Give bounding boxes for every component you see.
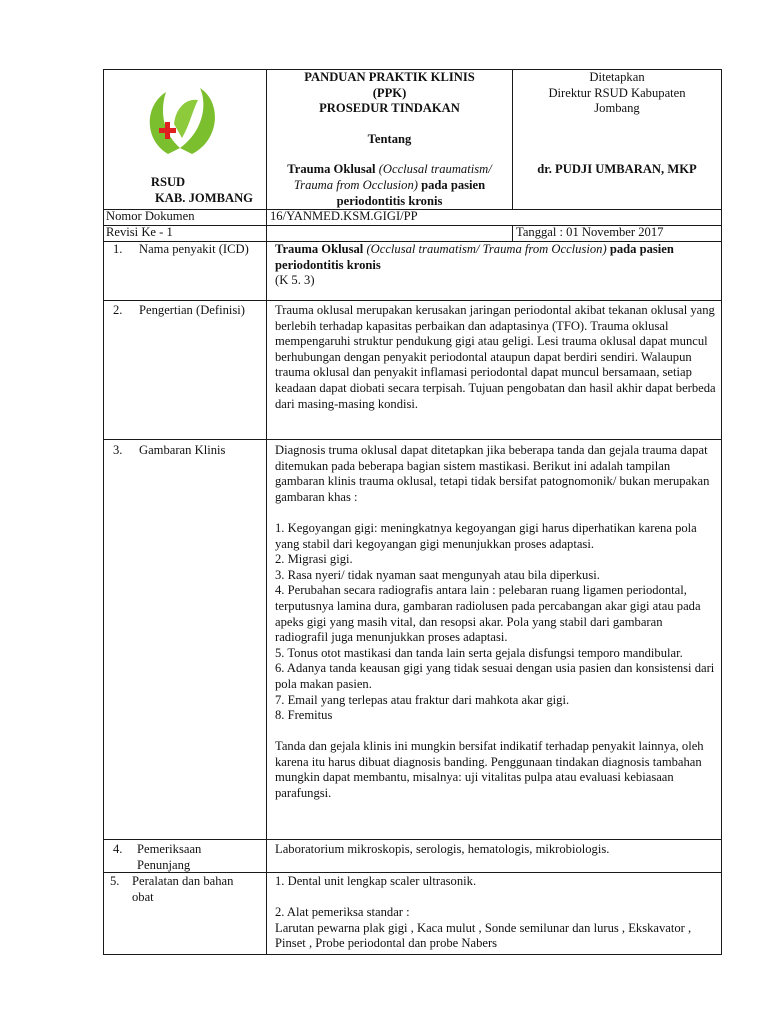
section2-label xyxy=(113,303,265,319)
section2-label-cell xyxy=(103,300,267,440)
section4-title-line2: Penunjang xyxy=(137,857,191,872)
ppk-title-bold: Trauma Oklusal xyxy=(287,162,376,177)
section4-number: 4. xyxy=(113,842,123,856)
section1-bold: Trauma Oklusal xyxy=(275,242,364,256)
section3-item: 6. Adanya tanda keausan gigi yang tidak sesuai dengan usia pasien dan konsistensi dari pola makan pasien. xyxy=(275,661,715,691)
section5-title-line2: obat xyxy=(132,889,154,904)
section3-label-cell xyxy=(103,439,267,840)
section4-title-line1: Pemeriksaan xyxy=(137,842,202,856)
section5-label xyxy=(110,874,265,905)
section5-title-line1: Peralatan dan bahan xyxy=(132,874,234,888)
section1-icd-code: (K 5. 3) xyxy=(275,273,315,288)
section4-label xyxy=(113,842,265,873)
section2-title: Pengertian (Definisi) xyxy=(139,303,245,317)
ppk-procedure-title xyxy=(268,162,511,209)
approval-line2: Direktur RSUD Kabupaten xyxy=(548,85,686,100)
approval-signatory: dr. PUDJI UMBARAN, MKP xyxy=(537,162,697,176)
section3-label xyxy=(113,443,265,459)
section3-item: 3. Rasa nyeri/ tidak nyaman saat mengunyah atau bila diperkusi. xyxy=(275,567,600,582)
revision-label: Revisi Ke - 1 xyxy=(106,225,173,239)
approval-line3: Jombang xyxy=(594,101,640,116)
section1-bold-end: pada pasien periodontitis kronis xyxy=(275,242,674,272)
section3-title: Gambaran Klinis xyxy=(139,443,226,457)
ppk-title-line2: (PPK) xyxy=(372,85,407,100)
ppk-title-line1: PANDUAN PRAKTIK KLINIS xyxy=(304,70,475,84)
section3-item: 4. Perubahan secara radiografis antara lain : pelebaran ruang ligamen periodontal, terputusnya lamina dura, gambaran radiolusen pada percabangan akar gigi atau pada apeks gigi yang masih vital, dan resopsi akar. Pola yang stabil dari gambaran radiografil juga menunjukkan proses adaptasi. xyxy=(275,583,701,645)
section3-item: 5. Tonus otot mastikasi dan tanda lain serta gejala disfungsi temporo mandibular. xyxy=(275,645,683,660)
ppk-title-italic: (Occlusal traumatism/ Trauma from Occlusion) xyxy=(293,162,492,192)
hospital-name-line1: RSUD xyxy=(150,175,186,189)
date-label: Tanggal : 01 November 2017 xyxy=(516,225,664,239)
revision-blank-cell xyxy=(266,225,513,242)
section2-number: 2. xyxy=(113,303,123,317)
section1-label xyxy=(113,242,265,258)
approval-line1: Ditetapkan xyxy=(589,70,645,84)
ppk-tentang: Tentang xyxy=(367,131,412,146)
section3-intro: Diagnosis truma oklusal dapat ditetapkan jika beberapa tanda dan gejala trauma dapat ditemukan pada beberapa bagian sistem mastikasi. Berikut ini adalah tampilan gambaran klinis trauma oklusal, tetapi tidak bersifat patognomonik/ bukan merupakan gambaran khas : xyxy=(275,443,710,504)
section5-item2-text: Larutan pewarna plak gigi , Kaca mulut , Sonde semilunar dan lurus , Ekskavator , Pinset , Probe periodontal dan probe Nabers xyxy=(275,920,692,951)
hospital-name-line2: KAB. JOMBANG xyxy=(155,190,253,205)
doc-number-value: 16/YANMED.KSM.GIGI/PP xyxy=(270,209,418,223)
logo-leaf-center xyxy=(174,100,198,138)
section1-number: 1. xyxy=(113,242,123,256)
section5-item2-title: 2. Alat pemeriksa standar : xyxy=(275,905,410,920)
ppk-title-line3: PROSEDUR TINDAKAN xyxy=(319,101,460,116)
doc-number-label: Nomor Dokumen xyxy=(106,209,195,223)
section3-number: 3. xyxy=(113,443,123,457)
section3-closing: Tanda dan gejala klinis ini mungkin bersifat indikatif terhadap penyakit lainnya, oleh karena itu harus dibuat diagnosis banding. Penggunaan tindakan diagnosis tambahan mungkin dapat membantu, misalnya: uji vitalitas pulpa atau evaluasi kebiasaan parafungsi. xyxy=(275,739,704,801)
section3-item: 2. Migrasi gigi. xyxy=(275,552,353,567)
section2-text: Trauma oklusal merupakan kerusakan jaringan periodontal akibat tekanan oklusal yang berlebih terhadap kapasitas perbaikan dan adaptasinya (TFO). Trauma oklusal mempengaruhi struktur pendukung gigi atau geligi. Lesi trauma oklusal dapat muncul berhubungan dengan penyakit periodontal ataupun dapat berdiri sendiri. Walaupun trauma oklusal dan penyakit inflamasi periodontal dapat muncul bersamaan, setiap keadaan dapat diobati secara terpisah. Tujuan pengobatan dan hasil akhir dapat berbeda dari masing-masing kondisi. xyxy=(275,303,716,411)
section3-item: 7. Email yang terlepas atau fraktur dari mahkota akar gigi. xyxy=(275,692,570,707)
section5-number: 5. xyxy=(110,874,120,888)
section3-item: 8. Fremitus xyxy=(275,708,333,723)
rsud-logo-icon xyxy=(140,84,226,160)
section1-content xyxy=(275,242,717,289)
ppk-title-bold-end: pada pasien periodontitis kronis xyxy=(336,177,486,208)
section3-item: 1. Kegoyangan gigi: meningkatnya kegoyangan gigi harus diperhatikan karena pola yang stabil dari kegoyangan gigi menunjukkan proses adaptasi. xyxy=(275,520,697,551)
section1-italic: (Occlusal traumatism/ Trauma from Occlusion) xyxy=(366,242,607,256)
section4-text: Laboratorium mikroskopis, serologis, hematologis, mikrobiologis. xyxy=(275,842,610,856)
section1-title: Nama penyakit (ICD) xyxy=(139,242,249,256)
section5-item1: 1. Dental unit lengkap scaler ultrasonik. xyxy=(275,874,477,888)
